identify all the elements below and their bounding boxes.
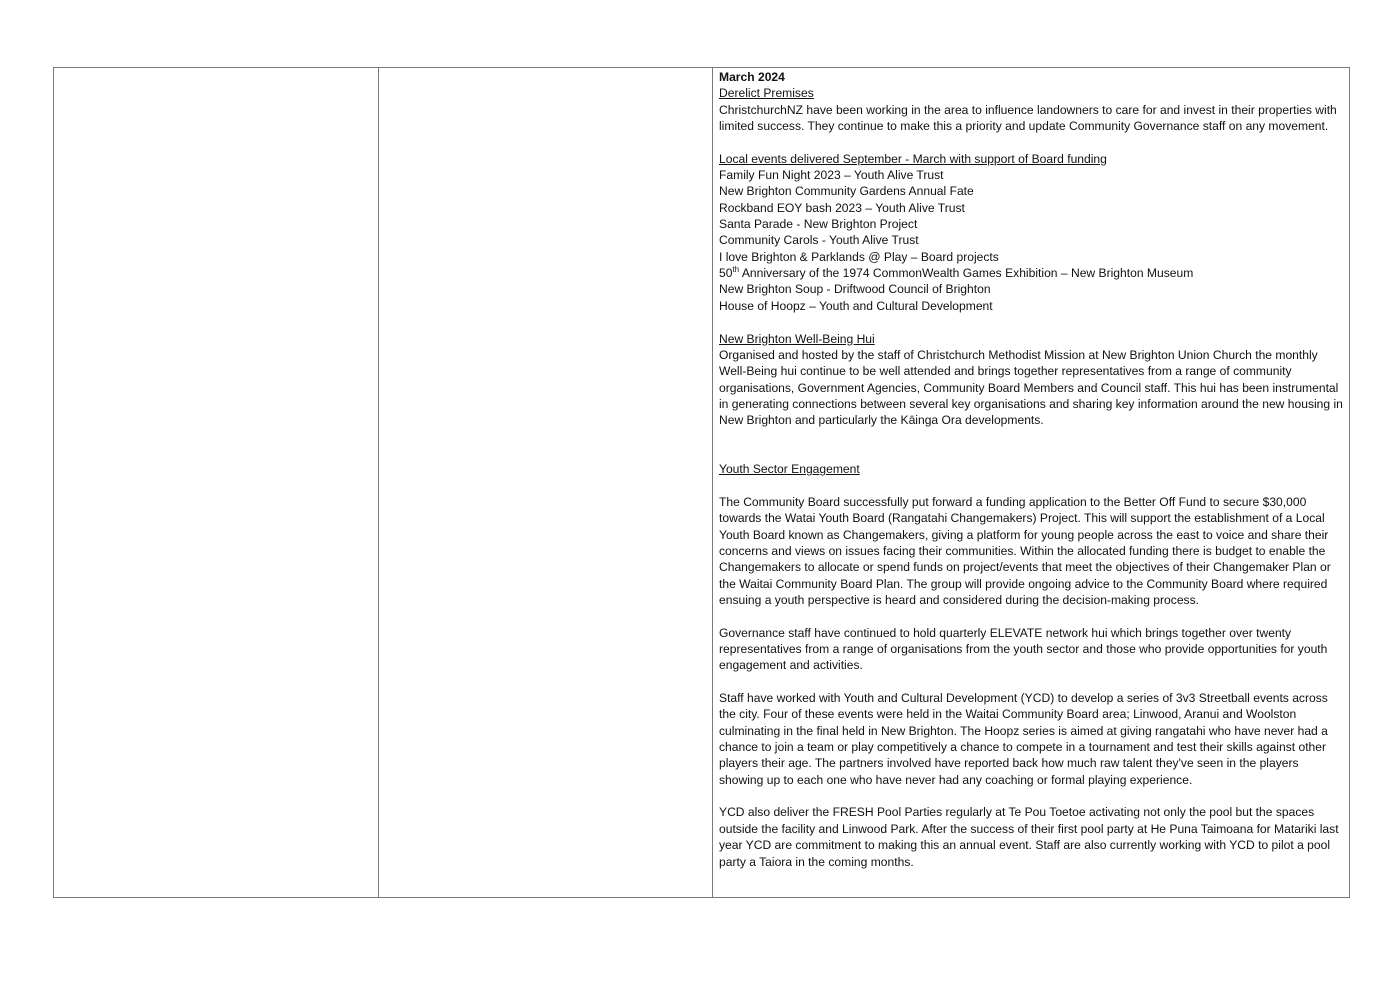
spacer <box>719 674 1343 690</box>
spacer <box>719 478 1343 494</box>
update-content <box>713 68 1349 870</box>
anniversary-number: 50 <box>719 266 733 281</box>
youth-paragraph: Governance staff have continued to hold quarterly ELEVATE network hui which brings together over twenty representatives from a range of organisations from the youth sector and those who provide opportunities for youth engagement and activities. <box>719 625 1328 673</box>
youth-paragraph: Staff have worked with Youth and Cultural Development (YCD) to develop a series of 3v3 Streetball events across the city. Four of these events were held in the Waitai Community Board area; Linwood, Aranui and Woolston culminating in the final held in New Brighton. The Hoopz series is aimed at giving rangatahi who have never had a chance to join a team or play competitively a chance to compete in a tournament and test their skills against other players their age. The partners involved have reported back how much raw talent they've seen in the players showing up to each one who have never had any coaching or formal playing experience. <box>719 691 1328 787</box>
table-row <box>54 68 1350 898</box>
events-list <box>719 167 1343 314</box>
spacer <box>719 788 1343 804</box>
spacer <box>719 134 1343 150</box>
list-item: Family Fun Night 2023 – Youth Alive Trust <box>719 168 944 183</box>
list-item: I love Brighton & Parklands @ Play – Board projects <box>719 249 999 264</box>
list-item: New Brighton Community Gardens Annual Fate <box>719 184 974 199</box>
list-item: Community Carols - Youth Alive Trust <box>719 233 919 248</box>
spacer <box>719 429 1343 462</box>
youth-paragraph: The Community Board successfully put forward a funding application to the Better Off Fund to secure $30,000 towards the Watai Youth Board (Rangatahi Changemakers) Project. This will support the establishment of a Local Youth Board known as Changemakers, giving a platform for young people across the east to voice and share their concerns and views on issues facing their communities. Within the allocated funding there is budget to enable the Changemakers to allocate or spend funds on project/events that meet the objectives of their Changemaker Plan or the Waitai Community Board Plan. The group will provide ongoing advice to the Community Board where required ensuing a youth perspective is heard and considered during the decision-making process. <box>719 494 1331 607</box>
events-heading: Local events delivered September - March with support of Board funding <box>719 151 1107 166</box>
table-cell-content <box>713 68 1350 898</box>
derelict-heading: Derelict Premises <box>719 86 814 101</box>
list-item: New Brighton Soup - Driftwood Council of Brighton <box>719 282 991 297</box>
spacer <box>719 314 1343 330</box>
spacer <box>719 608 1343 624</box>
youth-paragraph: YCD also deliver the FRESH Pool Parties regularly at Te Pou Toetoe activating not only the pool but the spaces outside the facility and Linwood Park. After the success of their first pool party at He Puna Taimoana for Matariki last year YCD are commitment to making this an annual event. Staff are also currently working with YCD to pilot a pool party a Taiora in the coming months. <box>719 805 1339 869</box>
wellbeing-body: Organised and hosted by the staff of Christchurch Methodist Mission at New Brighton Union Church the monthly Well-Being hui continue to be well attended and brings together representatives from a range of community organisations, Government Agencies, Community Board Members and Council staff. This hui has been instrumental in generating connections between several key organisations and sharing key information around the new housing in New Brighton and particularly the Kāinga Ora developments. <box>719 347 1343 428</box>
list-item-anniversary <box>719 265 1343 281</box>
table-cell-empty-1 <box>54 68 379 898</box>
list-item: Santa Parade - New Brighton Project <box>719 217 918 232</box>
youth-heading: Youth Sector Engagement <box>719 462 860 477</box>
anniversary-text: Anniversary of the 1974 CommonWealth Games Exhibition – New Brighton Museum <box>739 266 1194 281</box>
report-table <box>53 67 1350 898</box>
period-heading: March 2024 <box>719 70 785 84</box>
list-item: House of Hoopz – Youth and Cultural Development <box>719 298 993 313</box>
list-item: Rockband EOY bash 2023 – Youth Alive Trust <box>719 200 965 215</box>
anniversary-ordinal: th <box>732 265 740 275</box>
table-cell-empty-2 <box>379 68 713 898</box>
derelict-body: ChristchurchNZ have been working in the area to influence landowners to care for and invest in their properties with limited success. They continue to make this a priority and update Community Governance staff on any movement. <box>719 102 1337 134</box>
wellbeing-heading: New Brighton Well-Being Hui <box>719 331 875 346</box>
